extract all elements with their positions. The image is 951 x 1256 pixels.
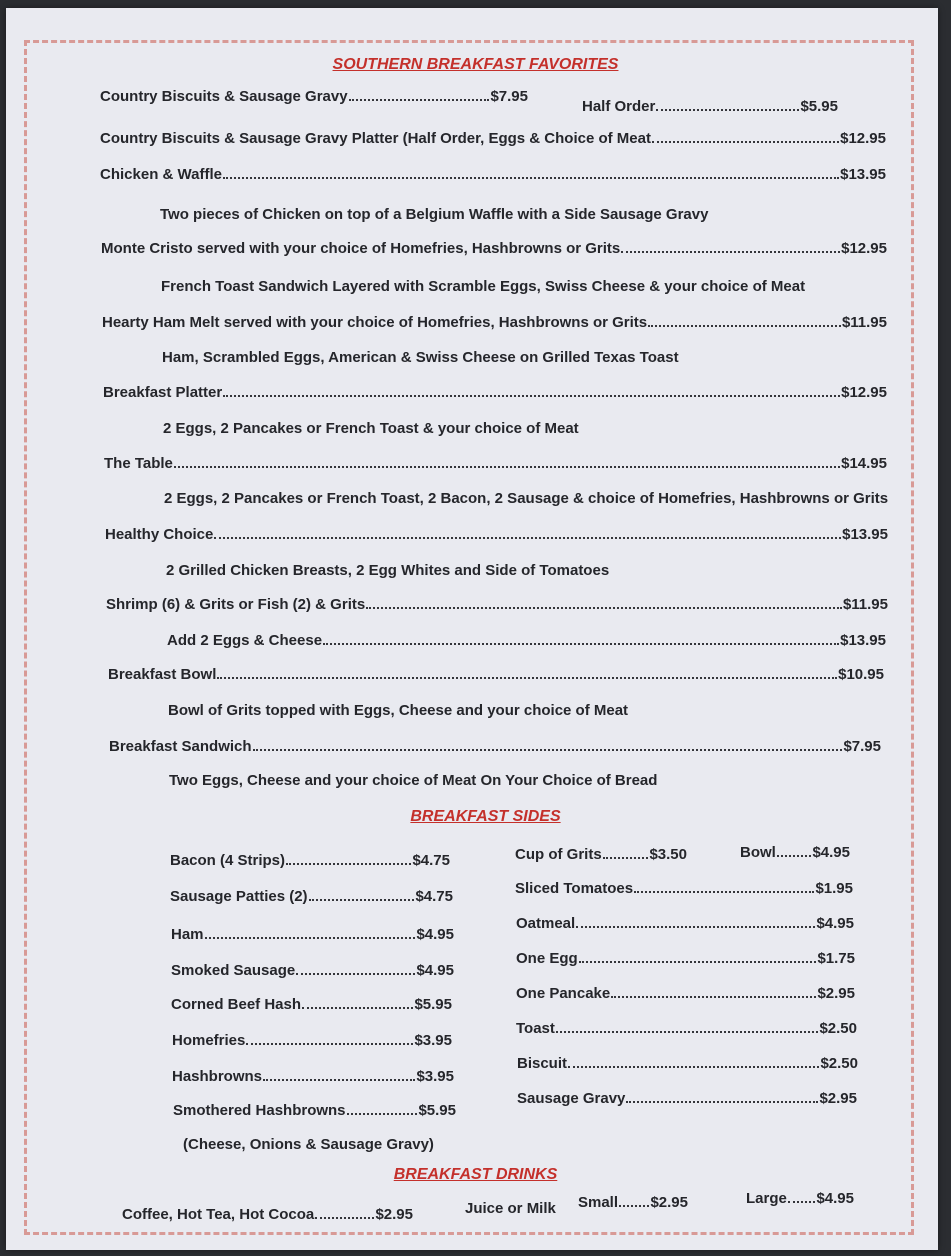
item-description: French Toast Sandwich Layered with Scramble Eggs, Swiss Cheese & your choice of Meat: [161, 278, 806, 295]
leader-dots: [634, 891, 814, 893]
side-item-right: [516, 1020, 857, 1037]
leader-dots: [217, 677, 837, 679]
menu-item-add-eggs: [167, 632, 886, 649]
menu-item-the-table: [104, 455, 887, 472]
item-price: $1.75: [817, 950, 855, 967]
leader-dots: [788, 1201, 816, 1203]
drink-label-juice: [465, 1200, 556, 1217]
item-name: Country Biscuits & Sausage Gravy: [100, 88, 348, 105]
item-description: Two pieces of Chicken on top of a Belgium Waffle with a Side Sausage Gravy: [160, 206, 709, 223]
leader-dots: [214, 537, 841, 539]
item-name: Juice or Milk: [465, 1200, 556, 1217]
leader-dots: [315, 1217, 374, 1219]
item-price: $4.75: [415, 888, 453, 905]
item-price: $2.95: [819, 1090, 857, 1107]
menu-item-monte-cristo: [101, 240, 887, 257]
leader-dots: [652, 141, 839, 143]
menu-item-healthy-choice: [105, 526, 888, 543]
item-price: $4.95: [416, 926, 454, 943]
leader-dots: [246, 1043, 413, 1045]
item-price: $3.95: [414, 1032, 452, 1049]
item-name: Monte Cristo served with your choice of Homefries, Hashbrowns or Grits: [101, 240, 621, 257]
item-price: $10.95: [838, 666, 884, 683]
side-item-right: [516, 915, 854, 932]
item-name: Oatmeal: [516, 915, 576, 932]
item-name: Ham: [171, 926, 204, 943]
item-name: Country Biscuits & Sausage Gravy Platter (Half Order, Eggs & Choice of Meat: [100, 130, 651, 147]
side-item-left: [170, 888, 453, 905]
leader-dots: [174, 466, 840, 468]
side-item-right: [516, 985, 855, 1002]
item-description: Two Eggs, Cheese and your choice of Meat On Your Choice of Bread: [169, 772, 658, 789]
leader-dots: [626, 1101, 818, 1103]
item-price: $7.95: [843, 738, 881, 755]
item-name: Sausage Patties (2): [170, 888, 308, 905]
leader-dots: [296, 973, 415, 975]
drink-item-small: [578, 1194, 688, 1211]
item-name: Add 2 Eggs & Cheese: [167, 632, 323, 649]
item-price: $4.95: [816, 1190, 854, 1207]
item-name: Cup of Grits: [515, 846, 602, 863]
item-name: Healthy Choice: [105, 526, 214, 543]
item-name: Smoked Sausage: [171, 962, 296, 979]
leader-dots: [263, 1079, 415, 1081]
item-name: Half Order: [582, 98, 656, 115]
leader-dots: [556, 1031, 819, 1033]
side-item-right: [517, 1055, 858, 1072]
side-item-left: [173, 1102, 456, 1119]
item-name: Chicken & Waffle: [100, 166, 222, 183]
item-name: Breakfast Sandwich: [109, 738, 252, 755]
leader-dots: [366, 607, 842, 609]
leader-dots: [302, 1007, 413, 1009]
smothered-note: (Cheese, Onions & Sausage Gravy): [183, 1136, 434, 1153]
item-name: Shrimp (6) & Grits or Fish (2) & Grits: [106, 596, 366, 613]
side-item-left: [171, 996, 452, 1013]
menu-item-biscuit-platter: [100, 130, 886, 147]
item-price: $4.95: [816, 915, 854, 932]
leader-dots: [205, 937, 416, 939]
item-price: $12.95: [841, 240, 887, 257]
section-title-sides: BREAKFAST SIDES: [410, 808, 561, 825]
item-name: Bacon (4 Strips): [170, 852, 286, 869]
menu-item-chicken-waffle: [100, 166, 886, 183]
side-item-grits-cup: [515, 846, 687, 863]
side-item-left: [172, 1068, 454, 1085]
side-item-right: [515, 880, 853, 897]
leader-dots: [603, 857, 649, 859]
menu-item-shrimp-grits: [106, 596, 888, 613]
item-price: $13.95: [840, 166, 886, 183]
item-name: Hashbrowns: [172, 1068, 263, 1085]
side-item-right: [516, 950, 855, 967]
leader-dots: [349, 99, 490, 101]
leader-dots: [309, 899, 415, 901]
menu-item-breakfast-bowl: [108, 666, 884, 683]
item-description: Ham, Scrambled Eggs, American & Swiss Cheese on Grilled Texas Toast: [162, 349, 679, 366]
item-name: Sausage Gravy: [517, 1090, 626, 1107]
item-price: $2.50: [820, 1055, 858, 1072]
side-item-grits-bowl: [740, 844, 850, 861]
item-name: Bowl: [740, 844, 776, 861]
leader-dots: [619, 1205, 649, 1207]
drink-item-coffee: [122, 1206, 413, 1223]
menu-item-biscuits: [100, 88, 528, 105]
leader-dots: [223, 177, 839, 179]
item-price: $4.75: [412, 852, 450, 869]
item-price: $3.50: [649, 846, 687, 863]
leader-dots: [347, 1113, 418, 1115]
leader-dots: [253, 749, 843, 751]
leader-dots: [579, 961, 817, 963]
item-price: $13.95: [842, 526, 888, 543]
leader-dots: [223, 395, 840, 397]
item-name: Coffee, Hot Tea, Hot Cocoa: [122, 1206, 315, 1223]
side-item-left: [172, 1032, 452, 1049]
leader-dots: [286, 863, 411, 865]
leader-dots: [611, 996, 816, 998]
drink-item-large: [746, 1190, 854, 1207]
item-name: Hearty Ham Melt served with your choice of Homefries, Hashbrowns or Grits: [102, 314, 648, 331]
item-price: $7.95: [490, 88, 528, 105]
item-price: $14.95: [841, 455, 887, 472]
leader-dots: [576, 926, 815, 928]
item-description: 2 Grilled Chicken Breasts, 2 Egg Whites and Side of Tomatoes: [166, 562, 610, 579]
item-price: $4.95: [812, 844, 850, 861]
menu-item-half-order: [582, 98, 838, 115]
leader-dots: [568, 1066, 819, 1068]
leader-dots: [621, 251, 840, 253]
item-price: $11.95: [842, 596, 888, 613]
item-description: Bowl of Grits topped with Eggs, Cheese and your choice of Meat: [168, 702, 629, 719]
item-name: The Table: [104, 455, 173, 472]
leader-dots: [648, 325, 841, 327]
item-description: 2 Eggs, 2 Pancakes or French Toast, 2 Bacon, 2 Sausage & choice of Homefries, Hashbrowns or Grits: [164, 490, 889, 507]
item-price: $11.95: [841, 314, 887, 331]
menu-item-breakfast-sandwich: [109, 738, 881, 755]
item-price: $5.95: [418, 1102, 456, 1119]
item-name: Sliced Tomatoes: [515, 880, 634, 897]
item-name: One Egg: [516, 950, 578, 967]
item-name: Breakfast Bowl: [108, 666, 217, 683]
menu-item-breakfast-platter: [103, 384, 887, 401]
item-name: Biscuit: [517, 1055, 568, 1072]
item-price: $5.95: [414, 996, 452, 1013]
side-item-left: [170, 852, 450, 869]
item-price: $2.95: [375, 1206, 413, 1223]
item-name: Breakfast Platter: [103, 384, 223, 401]
item-name: Homefries: [172, 1032, 246, 1049]
side-item-left: [171, 926, 454, 943]
item-price: $4.95: [416, 962, 454, 979]
item-price: $2.95: [817, 985, 855, 1002]
item-name: One Pancake: [516, 985, 611, 1002]
side-item-right: [517, 1090, 857, 1107]
item-price: $5.95: [800, 98, 838, 115]
item-name: Corned Beef Hash: [171, 996, 302, 1013]
item-price: $3.95: [416, 1068, 454, 1085]
leader-dots: [656, 109, 799, 111]
item-description: 2 Eggs, 2 Pancakes or French Toast & your choice of Meat: [163, 420, 579, 437]
item-name: Toast: [516, 1020, 555, 1037]
section-title-drinks: BREAKFAST DRINKS: [393, 1166, 558, 1183]
item-name: Smothered Hashbrowns: [173, 1102, 346, 1119]
leader-dots: [777, 855, 812, 857]
item-price: $12.95: [840, 130, 886, 147]
item-price: $12.95: [841, 384, 887, 401]
leader-dots: [323, 643, 839, 645]
item-name: Small: [578, 1194, 619, 1211]
item-price: $13.95: [840, 632, 886, 649]
menu-item-ham-melt: [102, 314, 887, 331]
item-name: Large: [746, 1190, 787, 1207]
side-item-left: [171, 962, 454, 979]
item-price: $2.50: [819, 1020, 857, 1037]
item-price: $2.95: [650, 1194, 688, 1211]
section-title-breakfast: SOUTHERN BREAKFAST FAVORITES: [332, 56, 619, 73]
item-price: $1.95: [815, 880, 853, 897]
